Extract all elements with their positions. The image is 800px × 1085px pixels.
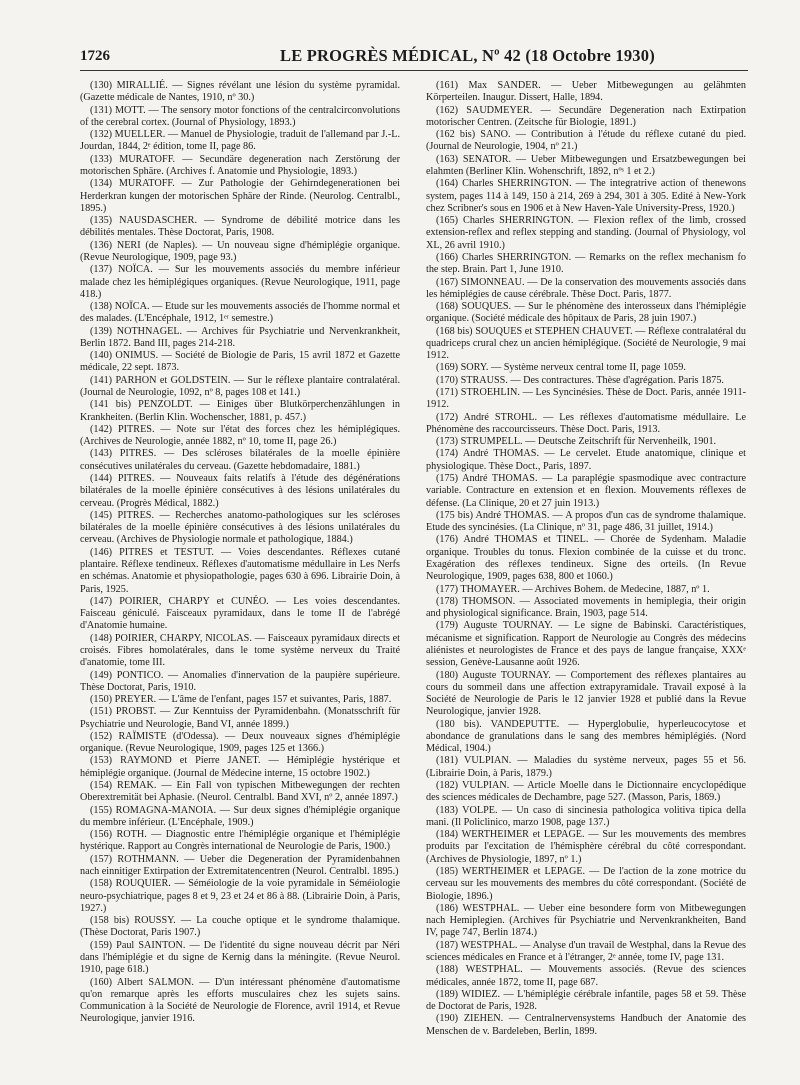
reference-entry: (136) NERI (de Naples). — Un nouveau signe d'hémiplégie organique. (Revue Neurologique, 1909, page 93.) <box>80 239 400 263</box>
reference-entry: (158) ROUQUIER. — Séméiologie de la voie pyramidale in Séméiologie neuro-psychiatrique, pages 8 et 9, 23 et 24 et 86 à 88. (Librairie Doin, à Paris, 1927.) <box>80 878 400 914</box>
reference-entry: (187) WESTPHAL. — Analyse d'un travail de Westphal, dans la Revue des sciences médicales en France et à l'étranger, 2ᵉ année, tome IV, page 131. <box>426 939 746 963</box>
reference-entry: (161) Max SANDER. — Ueber Mitbewegungen au gelähmten Körperteilen. Inaugur. Dissert, Halle, 1894. <box>426 80 746 104</box>
reference-entry: (172) André STROHL. — Les réflexes d'automatisme médullaire. Le Phénomène des raccourcisseurs. Thèse Doct. Paris, 1913. <box>426 411 746 435</box>
reference-entry: (168 bis) SOUQUES et STEPHEN CHAUVET. — Réflexe contralatéral du quadriceps crural chez un ancien hémiplégique. (Société de Neurologie, 9 mai 1912. <box>426 325 746 362</box>
reference-entry: (178) THOMSON. — Associated movements in hemiplegia, their origin and physiological significance. Brain, 1903, page 514. <box>426 595 746 620</box>
reference-entry: (180 bis). VANDEPUTTE. — Hyperglobulie, hyperleucocytose et abondance de granulations dans le sang des membres hémiplégiés. (Nord Médical, 1904.) <box>426 718 746 755</box>
reference-entry: (171) STROEHLIN. — Les Syncinésies. Thèse de Doct. Paris, année 1911-1912. <box>426 387 746 411</box>
reference-entry: (159) Paul SAINTON. — De l'identité du signe nouveau décrit par Néri dans l'hémiplégie et du signe de Kernig dans la méningite. (Revue Neurol. 1910, page 618.) <box>80 939 400 976</box>
page-number: 1726 <box>80 48 110 64</box>
reference-entry: (134) MURATOFF. — Zur Pathologie der Gehirndegenerationen bei Herderkran kungen der motorischen Sphäre der Rinde. (Neurolog. Centralbl., 1895.) <box>80 178 400 214</box>
reference-entry: (157) ROTHMANN. — Ueber die Degeneration der Pyramidenbahnen nach einnitiger Extirpation der Extremitatencentren (Neurol. Centralbl. 1895.) <box>80 853 400 877</box>
reference-entry: (180) Auguste TOURNAY. — Comportement des réflexes plantaires au cours du sommeil dans une affection extrapyramidale. Travail exposé à la Société de Neurologie de Paris le 12 janvier 1928 et publié dans la Revue Neurologique, janvier 1928. <box>426 669 746 718</box>
reference-entry: (133) MURATOFF. — Secundäre degeneration nach Zerstörung der motorischen Sphäre. (Archives f. Anatomie und Physiologie, 1893.) <box>80 153 400 177</box>
reference-entry: (184) WERTHEIMER et LEPAGE. — Sur les mouvements des membres produits par l'excitation de l'hémisphère cérébral du côté correspondant. (Archives de Physiologie, 1897, nº 1.) <box>426 829 746 865</box>
reference-entry: (170) STRAUSS. — Des contractures. Thèse d'agrégation. Paris 1875. <box>436 374 724 386</box>
reference-entry: (151) PROBST. — Zur Kenntuiss der Pyramidenbahn. (Monatsschrift für Psychiatrie und Neurologie, Band VI, année 1899.) <box>80 706 400 730</box>
reference-entry: (174) André THOMAS. — Le cervelet. Etude anatomique, clinique et physiologique. Thèse Doct., Paris, 1897. <box>426 448 746 472</box>
running-title: LE PROGRÈS MÉDICAL, Nº 42 (18 Octobre 1930) <box>280 46 655 65</box>
reference-entry: (153) RAYMOND et Pierre JANET. — Hémiplégie hystérique et hémiplégie organique. (Journal de Médecine interne, 15 octobre 1902.) <box>80 755 400 779</box>
reference-entry: (166) Charles SHERRINGTON. — Remarks on the reflex mechanism fo the step. Brain. Part 1, June 1910. <box>426 251 746 276</box>
reference-entry: (145) PITRES. — Recherches anatomo-pathologiques sur les scléroses bilatérales de la moelle épinière consécutives à des lésions unilatérales du cerveau. (Archives de Physiologie normale et pathologique, 1884.) <box>80 509 400 546</box>
reference-entry: (175 bis) André THOMAS. — A propos d'un cas de syndrome thalamique. Etude des syncinésies. (La Clinique, nº 31, page 486, 31 juillet, 1914.) <box>426 509 746 534</box>
reference-entry: (181) VULPIAN. — Maladies du système nerveux, pages 55 et 56. (Librairie Doin, à Paris, 1879.) <box>426 755 746 779</box>
reference-entry: (164) Charles SHERRINGTON. — The integratrive action of thenewons system, pages 114 à 149, 150 à 214, 269 à 294, 301 à 305. Edité à New-York chez Scribner's sous en 1906 et à New Haven-Yale University-Press, 1920.) <box>426 178 746 214</box>
reference-entry: (144) PITRES. — Nouveaux faits relatifs à l'étude des dégénérations bilatérales de la moelle épinière consécutives à des lésions unilatérales du cerveau. (Progrès Médical, 1882.) <box>80 473 400 509</box>
reference-entry: (152) RAÏMISTE (d'Odessa). — Deux nouveaux signes d'hémiplégie organique. (Revue Neurologique, 1909, pages 125 et 1366.) <box>80 730 400 755</box>
reference-entry: (165) Charles SHERRINGTON. — Flexion reflex of the limb, crossed extension-reflex and reflex stepping and standing. (Journal of Physiology, vol XL, 26 avril 1910.) <box>426 215 746 251</box>
header-rule <box>80 70 748 71</box>
reference-entry: (175) André THOMAS. — La paraplégie spasmodique avec contracture variable. Contracture en extension et en flexion. Mouvements réflexes de défense. (La Clinique, 20 et 27 juin 1913.) <box>426 473 746 509</box>
reference-entry: (160) Albert SALMON. — D'un intéressant phénomène d'automatisme qu'on remarque après les efforts musculaires chez les sujets sains. Communication à la Société de Neurologie de Florence, avril 1914, et Revue Neurologique, janvier 1916. <box>80 976 400 1025</box>
reference-entry: (140) ONIMUS. — Société de Biologie de Paris, 15 avril 1872 et Gazette médicale, 22 sept. 1873. <box>80 350 400 374</box>
right-column <box>426 80 746 1038</box>
reference-entry: (137) NOÏCA. — Sur les mouvements associés du membre inférieur malade chez les hémiplégiques organiques. (Revue Neurologique, 1911, page 418.) <box>80 264 400 300</box>
reference-entry: (146) PITRES et TESTUT. — Voies descendantes. Réflexes cutané plantaire. Réflexe tendineux. Réflexes d'automatisme médullaire in Les Nerfs en schémas. Anatomie et physiopathologie, pages 630 à 696. Librairie Doin, à Paris, 1925. <box>80 546 400 595</box>
reference-entry: (162) SAUDMEYER. — Secundäre Degeneration nach Extirpation motorischer Centren. (Zeitsche für Biologie, 1891.) <box>426 104 746 128</box>
reference-entry: (154) REMAK. — Ein Fall von typischen Mitbewegungen der rechten Oberextremität bei Aphasie. (Neurol. Centralbl. Band XVI, nº 2, année 1897.) <box>80 780 400 804</box>
reference-entry: (158 bis) ROUSSY. — La couche optique et le syndrome thalamique. (Thèse Doctorat, Paris 1907.) <box>80 915 400 939</box>
reference-entry: (177) THOMAYER. — Archives Bohem. de Medecine, 1887, nº 1. <box>436 583 710 595</box>
reference-entry: (168) SOUQUES. — Sur le phénomène des interosseux dans l'hémiplégie organique. (Société médicale des hôpitaux de Paris, 28 juin 1907.) <box>426 301 746 325</box>
page-header <box>80 46 750 68</box>
reference-entry: (138) NOÏCA. — Etude sur les mouvements associés de l'homme normal et des malades. (L'Encéphale, 1912, 1ᵉʳ semestre.) <box>80 301 400 325</box>
reference-entry: (142) PITRES. — Note sur l'état des forces chez les hémiplégiques. (Archives de Neurologie, année 1882, nº 10, tome II, page 26.) <box>80 423 400 448</box>
reference-entry: (173) STRUMPELL. — Deutsche Zeitschrift für Nervenheilk, 1901. <box>436 436 717 448</box>
reference-entry: (186) WESTPHAL. — Ueber eine besondere form von Mitbewegungen nach Hemiplegien. (Archives für Psychiatrie und Nervenkrankheiten, Band IV, page 747, Berlin 1874.) <box>426 902 746 939</box>
reference-entry: (179) Auguste TOURNAY. — Le signe de Babinski. Caractéristiques, mécanisme et signification. Rapport de Neurologie au Congrès des médecins aliénistes et neurologistes de France et des pays de langue française, XXXᵉ session, Genève-Lausanne août 1926. <box>426 620 746 669</box>
reference-entry: (150) PREYER. — L'âme de l'enfant, pages 157 et suivantes, Paris, 1887. <box>90 694 392 706</box>
reference-entry: (182) VULPIAN. — Article Moelle dans le Dictionnaire encyclopédique des sciences médicales de Dechambre, page 527. (Masson, Paris, 1869.) <box>426 780 746 804</box>
reference-entry: (167) SIMONNEAU. — De la conservation des mouvements associés dans les hémiplégies de cause cérébrale. Thèse Doct. Paris, 1877. <box>426 276 746 300</box>
reference-entry: (149) PONTICO. — Anomalies d'innervation de la paupière supérieure. Thèse Doctorat, Paris, 1910. <box>80 669 400 693</box>
reference-entry: (141) PARHON et GOLDSTEIN. — Sur le réflexe plantaire contralatéral. (Journal de Neurologie, 1092, nº 8, pages 108 et 141.) <box>80 374 400 399</box>
reference-entry: (130) MIRALLIÉ. — Signes révélant une lésion du système pyramidal. (Gazette médicale de Nantes, 1910, nº 30.) <box>80 80 400 104</box>
reference-entry: (183) VOLPE. — Un caso di sincinesia pathologica volitiva tipica della mani. (Il Policlinico, marzo 1908, page 137.) <box>426 804 746 828</box>
reference-entry: (147) POIRIER, CHARPY et CUNÉO. — Les voies descendantes. Faisceau géniculé. Faisceaux pyramidaux, dans le tome II de l'abrégé d'Anatomie humaine. <box>80 595 400 632</box>
reference-entry: (190) ZIEHEN. — Centralnervensystems Handbuch der Anatomie des Menschen de v. Bardeleben, Berlin, 1899. <box>426 1013 746 1037</box>
reference-entry: (141 bis) PENZOLDT. — Einiges über Blutkörperchenzählungen in Krankheiten. (Berlin Klin. Wochenscher, 1881, p. 457.) <box>80 399 400 423</box>
reference-entry: (132) MUELLER. — Manuel de Physiologie, traduit de l'allemand par J.-L. Jourdan, 1844, 2ᵉ édition, tome II, page 86. <box>80 129 400 153</box>
reference-entry: (189) WIDIEZ. — L'hémiplégie cérébrale infantile, pages 58 et 59. Thèse de Doctorat de Paris, 1928. <box>426 988 746 1013</box>
reference-entry: (162 bis) SANO. — Contribution à l'étude du réflexe cutané du pied. (Journal de Neurologie, 1904, nº 21.) <box>426 129 746 153</box>
reference-entry: (139) NOTHNAGEL. — Archives für Psychiatrie und Nervenkrankheit, Berlin 1872. Band III, pages 214-218. <box>80 325 400 349</box>
reference-entry: (169) SORY. — Système nerveux central tome II, page 1059. <box>436 362 686 374</box>
reference-entry: (148) POIRIER, CHARPY, NICOLAS. — Faisceaux pyramidaux directs et croisés. Fibres homolatérales, dans le tome système nerveux du Traité d'anatomie, tome III. <box>80 632 400 669</box>
reference-entry: (156) ROTH. — Diagnostic entre l'hémiplégie organique et l'hémiplégie hystérique. Rapport au Congrès international de Neurologie de Paris, 1900.) <box>80 829 400 853</box>
left-column <box>80 80 400 1026</box>
reference-entry: (163) SENATOR. — Ueber Mitbewegungen und Ersatzbewegungen bei elahmten (Berliner Klin. Wohenschrift, 1892, nºˢ 1 et 2.) <box>426 153 746 177</box>
reference-entry: (155) ROMAGNA-MANOIA. — Sur deux signes d'hémiplégie organique du membre inférieur. (L'Encéphale, 1909.) <box>80 804 400 828</box>
reference-entry: (185) WERTHEIMER et LEPAGE. — De l'action de la zone motrice du cerveau sur les mouvements des membres du côté correspondant. (Société de Biologie, 1896.) <box>426 866 746 902</box>
reference-entry: (143) PITRES. — Des scléroses bilatérales de la moelle épinière consécutives unilatérales du cerveau. (Gazette hebdomadaire, 1881.) <box>80 448 400 472</box>
reference-entry: (188) WESTPHAL. — Mouvements associés. (Revue des sciences médicales, année 1872, tome II, page 687. <box>426 964 746 988</box>
reference-entry: (176) André THOMAS et TINEL. — Chorée de Sydenham. Maladie organique. Troubles du tonus. Flexion combinée de la cuisse et du tronc. Exagération des réflexes tendineux. Signe des orteils. (In Revue Neurologique, 1909, pages 638, 800 et 1060.) <box>426 534 746 583</box>
reference-entry: (135) NAUSDASCHER. — Syndrome de débilité motrice dans les débilités mentales. Thèse Doctorat, Paris, 1908. <box>80 215 400 239</box>
reference-entry: (131) MOTT. — The sensory motor fonctions of the centralcirconvolutions of the cerebral cortex. (Journal of Physiology, 1893.) <box>80 104 400 128</box>
